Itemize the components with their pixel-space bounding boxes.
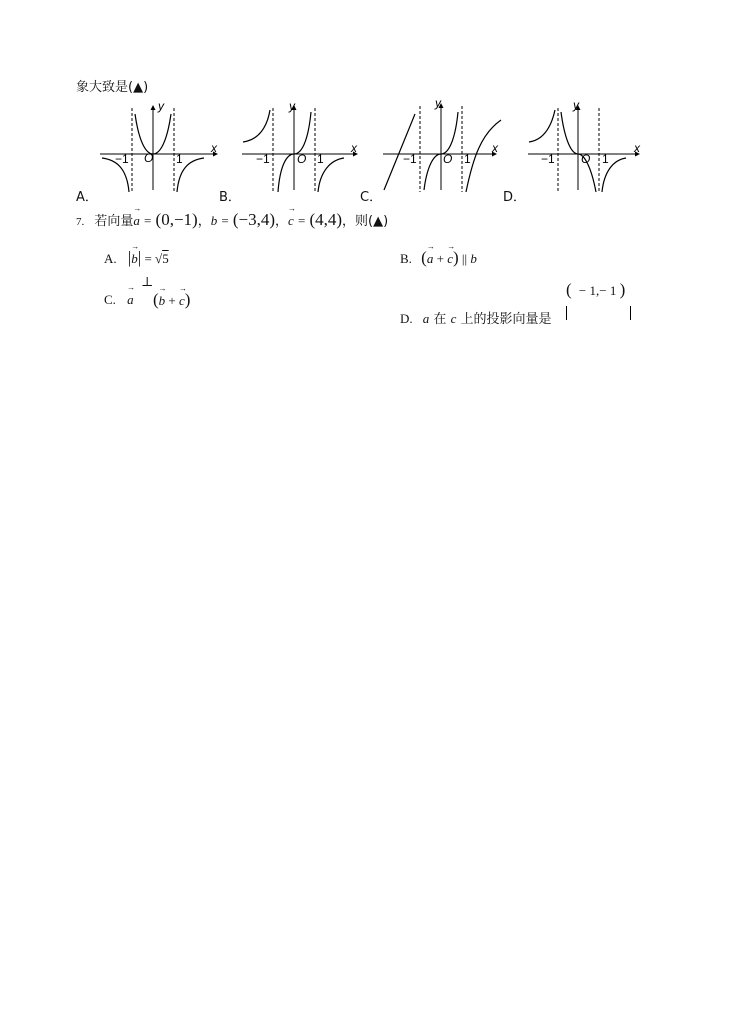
one-2: 1	[609, 283, 617, 298]
vector-a: → a	[127, 292, 134, 308]
vector-b-value: (−3,4)	[232, 210, 276, 229]
vector-a: → a	[427, 251, 434, 267]
word-at: 在	[433, 312, 447, 327]
tick-one: 1	[464, 152, 471, 166]
graph-d	[526, 100, 651, 195]
x-label: x	[211, 141, 217, 155]
equals-a: =	[144, 213, 152, 228]
vector-a: a	[422, 311, 430, 326]
separator: ,	[596, 283, 600, 298]
option-a-label: A．	[76, 190, 98, 205]
option-7c-expression	[153, 290, 190, 310]
tick-one: 1	[317, 152, 324, 166]
x-label: x	[492, 141, 498, 155]
vector-b: → b	[131, 251, 138, 267]
y-label: y	[435, 96, 441, 110]
tick-minus-one: −1	[403, 152, 417, 166]
paren-right: )	[184, 290, 191, 309]
bracket-right-lower	[630, 306, 631, 320]
y-label: y	[289, 99, 295, 113]
vector-b: → b	[159, 293, 166, 309]
question-intro: 象大致是(▲)	[76, 80, 149, 95]
tick-minus-one: −1	[541, 152, 555, 166]
curve-right	[466, 120, 501, 192]
abs-right-bar: |	[137, 248, 142, 267]
perp-sign: ⊥	[141, 274, 154, 289]
projection-vector	[566, 280, 625, 300]
bracket-left-lower	[566, 306, 567, 320]
tick-minus-one: −1	[256, 152, 270, 166]
paren-left: (	[566, 280, 572, 299]
parallel-sign: ||	[461, 251, 468, 266]
option-7a-label: A.	[104, 251, 117, 266]
y-label: y	[158, 99, 164, 113]
option-7c-label: C.	[104, 292, 116, 307]
stem-suffix: ，则(▲)	[342, 214, 389, 229]
option-7d-text: 上的投影向量是	[460, 312, 552, 327]
vector-c: c	[450, 311, 457, 326]
question-number: 7.	[76, 216, 85, 228]
paren-left: (	[153, 290, 159, 309]
abs-left-bar: |	[127, 248, 132, 267]
curve-left	[243, 110, 270, 142]
vector-b: b	[470, 251, 477, 266]
origin-label: O	[581, 152, 591, 166]
one-1: 1	[589, 283, 597, 298]
origin-label: O	[297, 152, 307, 166]
option-7b	[400, 248, 477, 268]
option-c-label: C．	[360, 190, 383, 205]
graph-c	[381, 98, 506, 195]
minus-sign-1: −	[578, 283, 587, 298]
stem-prefix: 若向量	[94, 214, 134, 229]
y-label: y	[573, 98, 579, 112]
option-7a	[104, 248, 169, 268]
option-b-label: B．	[219, 190, 241, 205]
option-7c	[104, 292, 134, 308]
vector-a-name: → a	[133, 213, 140, 229]
vector-b-name: b	[210, 213, 218, 228]
vector-c: → c	[447, 251, 453, 267]
origin-label: O	[443, 152, 453, 166]
x-label: x	[351, 141, 357, 155]
graph-a	[98, 100, 223, 195]
x-label: x	[634, 141, 640, 155]
plus-sign: +	[436, 251, 444, 266]
paren-right: )	[452, 248, 459, 267]
comma-2: ，	[275, 214, 289, 229]
equals-c: =	[297, 213, 306, 228]
graph-b	[240, 100, 365, 195]
option-7b-label: B.	[400, 251, 412, 266]
vector-a-value: (0,−1)	[155, 210, 198, 229]
vector-c: → c	[179, 293, 185, 309]
tick-one: 1	[176, 152, 183, 166]
equals-b: =	[221, 213, 229, 228]
origin-label: O	[144, 151, 154, 165]
question-7-stem	[76, 210, 388, 230]
option-7d-label: D.	[400, 311, 413, 326]
equals-sign: =	[144, 251, 152, 266]
vector-c-name: → c	[288, 213, 294, 229]
paren-left: (	[421, 248, 427, 267]
sqrt-sign: √	[155, 251, 163, 266]
comma-1: ，	[197, 214, 211, 229]
plus-sign: +	[168, 293, 176, 308]
tick-one: 1	[602, 152, 609, 166]
sqrt-radicand: 5	[162, 251, 169, 266]
tick-minus-one: −1	[115, 152, 129, 166]
option-d-label: D．	[503, 190, 527, 205]
y-axis-arrow	[151, 105, 156, 110]
minus-sign-2: −	[599, 283, 607, 298]
paren-right: )	[619, 280, 626, 299]
option-7d	[400, 308, 552, 327]
curve-left	[529, 110, 555, 142]
vector-c-value: (4,4)	[309, 210, 343, 229]
